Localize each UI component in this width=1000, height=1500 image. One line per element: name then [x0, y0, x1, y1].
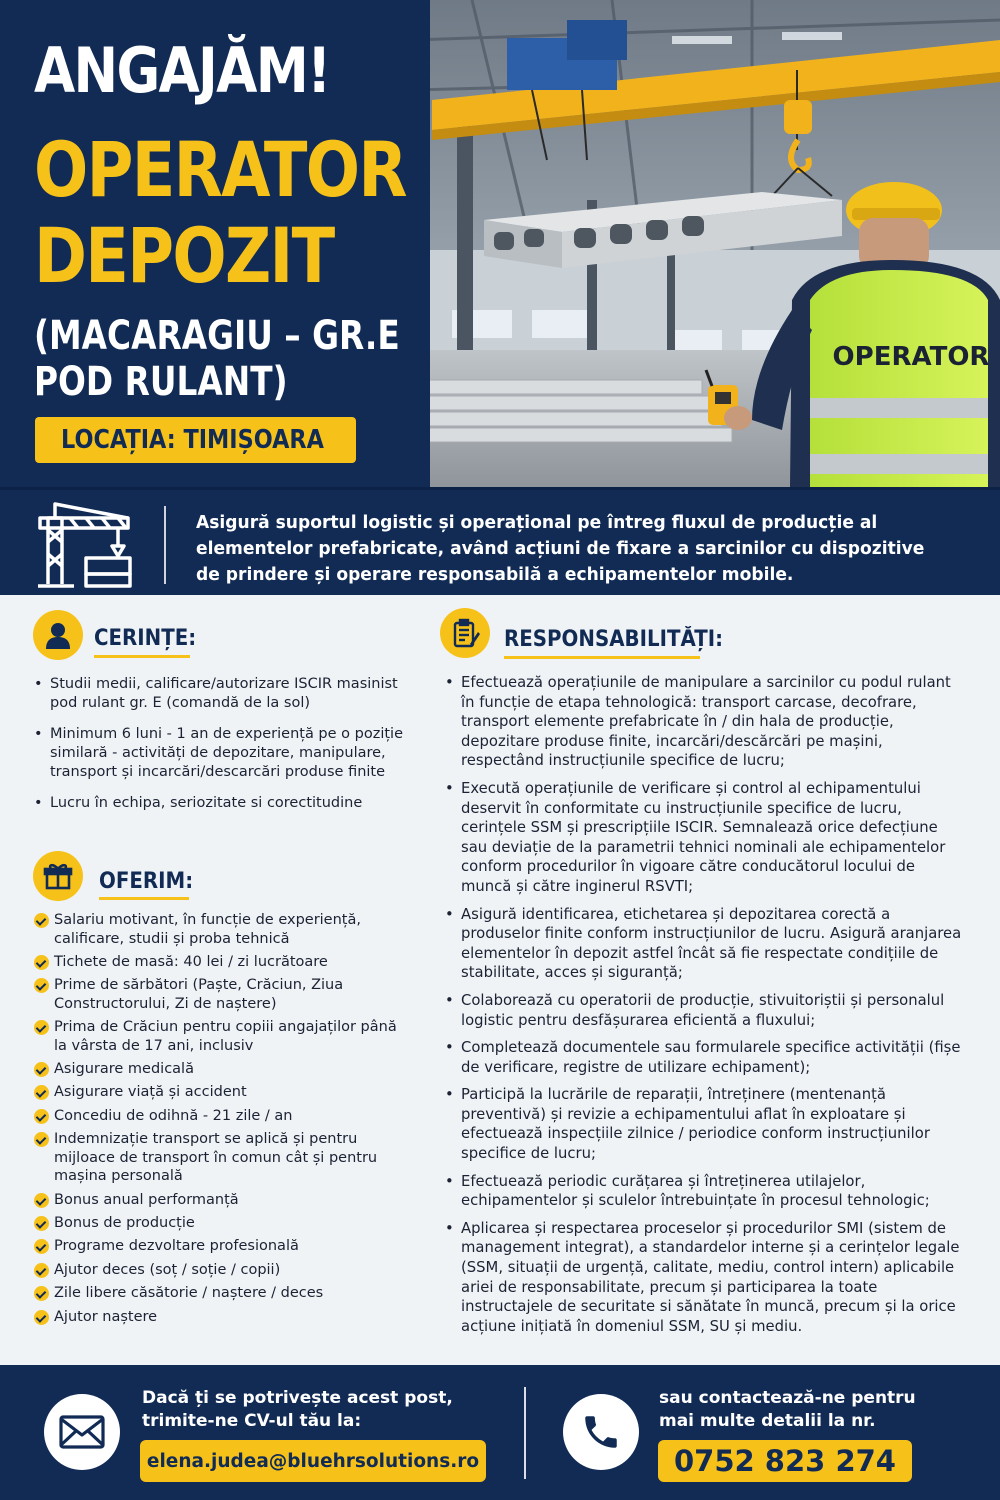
list-item: • Studii medii, calificare/autorizare ISCIR masinist pod rulant gr. E (comandă de la sol)	[34, 675, 414, 713]
list-item: Prima de Crăciun pentru copiii angajaților până la vârsta de 17 ani, inclusiv	[34, 1018, 414, 1055]
check-icon	[34, 1263, 49, 1278]
envelope-icon	[44, 1394, 120, 1470]
email-link[interactable]: elena.judea@bluehrsolutions.ro	[140, 1440, 486, 1482]
warehouse-crane-photo	[412, 0, 1000, 487]
check-icon	[34, 1020, 49, 1035]
list-item: Zile libere căsătorie / naștere / deces	[34, 1284, 414, 1303]
list-item: Bonus de producție	[34, 1214, 414, 1233]
user-icon	[33, 610, 83, 660]
offer-underline	[99, 897, 189, 900]
list-item: Tichete de masă: 40 lei / zi lucrătoare	[34, 953, 414, 972]
job-title-line1: OPERATOR	[34, 125, 406, 214]
list-item: • Completează documentele sau formularele specifice activității (fișe de verificare, registre de utilizare echipament);	[445, 1038, 965, 1077]
location-text: LOCAȚIA: TIMIȘOARA	[61, 425, 324, 455]
list-item: • Efectuează periodic curățarea și întreținerea utilajelor, echipamentelor și sculelor întrebuințate în procesul tehnologic;	[445, 1172, 965, 1211]
list-item: • Participă la lucrările de reparații, întreținere (mentenanță preventivă) și revizie a echipamentului aflat în exploatare și efectuează inspecțiile zilnice / periodice conform instrucțiunilor specifice de lucru;	[445, 1085, 965, 1163]
check-icon	[34, 955, 49, 970]
requirements-underline	[94, 655, 190, 658]
responsibilities-list	[445, 673, 965, 1344]
responsibilities-underline	[504, 656, 700, 659]
requirements-list	[34, 675, 414, 825]
phone-number[interactable]: 0752 823 274	[658, 1440, 912, 1482]
list-item: Concediu de odihnă - 21 zile / an	[34, 1107, 414, 1126]
list-item: Programe dezvoltare profesională	[34, 1237, 414, 1256]
check-icon	[34, 1286, 49, 1301]
list-item: Bonus anual performanță	[34, 1191, 414, 1210]
band-divider	[164, 506, 166, 584]
list-item: • Minimum 6 luni - 1 an de experiență pe o poziție similară - activități de depozitare, manipulare, transport și incarcări/descarcări produse finite	[34, 725, 414, 782]
list-item: • Asigură identificarea, etichetarea și depozitarea corectă a produselor finite conform instrucțiunilor de lucru. Asigură aranjarea elementelor în depozit astfel încât să fie respectate condițiile de stabilitate, acces și siguranță;	[445, 905, 965, 983]
check-icon	[34, 1310, 49, 1325]
list-item: • Lucru în echipa, seriozitate si corectitudine	[34, 794, 414, 813]
crane-icon	[34, 500, 134, 588]
job-subtitle-line1: (MACARAGIU – GR.E	[34, 313, 400, 359]
check-icon	[34, 978, 49, 993]
check-icon	[34, 1193, 49, 1208]
contact-footer	[0, 1365, 1000, 1500]
list-item: Indemnizație transport se aplică și pentru mijloace de transport în comun cât și pentru mașina personală	[34, 1130, 414, 1186]
check-icon	[34, 1085, 49, 1100]
list-item: • Execută operațiunile de verificare și control al echipamentului deservit în conformitate cu instrucțiunile specifice de lucru, cerințele SSM și prescripțiile ISCIR. Semnalează orice defecțiune sau deviație de la parametrii tehnici nominali ale echipamentelor conform procedurilor în vigoare către conducătorul locului de muncă și către inginerul RSVTI;	[445, 779, 965, 897]
check-icon	[34, 1062, 49, 1077]
footer-divider	[524, 1387, 526, 1479]
email-prompt: Dacă ți se potrivește acest post, trimite-ne CV-ul tău la:	[142, 1388, 453, 1431]
requirements-title: CERINȚE:	[94, 626, 197, 651]
header-text-panel	[0, 0, 430, 487]
list-item: Asigurare medicală	[34, 1060, 414, 1079]
check-icon	[34, 913, 49, 928]
offer-title: OFERIM:	[99, 869, 194, 894]
offer-list	[34, 911, 414, 1331]
list-item: Ajutor deces (soț / soție / copii)	[34, 1261, 414, 1280]
list-item: • Colaborează cu operatorii de producție, stivuitoriștii și personalul logistic pentru desfășurarea eficientă a fluxului;	[445, 991, 965, 1030]
responsibilities-title: RESPONSABILITĂȚI:	[504, 627, 724, 652]
check-icon	[34, 1216, 49, 1231]
vest-label: OPERATOR	[832, 342, 990, 372]
job-subtitle-line2: POD RULANT)	[34, 359, 288, 405]
list-item: Salariu motivant, în funcție de experiență, calificare, studii și proba tehnică	[34, 911, 414, 948]
job-title-line2: DEPOZIT	[34, 211, 334, 300]
check-icon	[34, 1109, 49, 1124]
list-item: Prime de sărbători (Paște, Crăciun, Ziua Constructorului, Zi de naștere)	[34, 976, 414, 1013]
list-item: Ajutor naștere	[34, 1308, 414, 1327]
main-content	[0, 595, 1000, 1365]
clipboard-icon	[440, 608, 490, 658]
check-icon	[34, 1132, 49, 1147]
gift-icon	[33, 851, 83, 901]
list-item: • Aplicarea și respectarea proceselor și procedurilor SMI (sistem de management integrat), a standardelor interne și a cerințelor legale (SSM, situații de urgență, calitate, mediu, control intern) aplicabile ariei de responsabilitate, precum și participarea la toate instructajele de securitate si sănătate în muncă, precum și la orice acțiune inițiată în domeniul SSM, SU și mediu.	[445, 1219, 965, 1337]
headline: ANGAJĂM!	[34, 34, 330, 107]
phone-icon	[563, 1394, 639, 1470]
list-item: Asigurare viață și accident	[34, 1083, 414, 1102]
intro-text: Asigură suportul logistic și operațional pe întreg fluxul de producție al elementelor prefabricate, având acțiuni de fixare a sarcinilor cu dispozitive de prindere și operare responsabilă a echipamentelor mobile.	[196, 512, 925, 585]
check-icon	[34, 1239, 49, 1254]
list-item: • Efectuează operațiunile de manipulare a sarcinilor cu podul rulant în funcție de etapa tehnologică: transport carcase, decofrare, transport elemente prefabricate în / din hala de producție, depozitare produse finite, incarcări/descărcări pe mașini, respectând instrucțiunile specifice de lucru;	[445, 673, 965, 771]
intro-band	[0, 487, 1000, 595]
hero-header	[0, 0, 1000, 487]
phone-prompt: sau contactează-ne pentru mai multe detalii la nr.	[659, 1388, 916, 1431]
location-badge	[35, 417, 356, 463]
